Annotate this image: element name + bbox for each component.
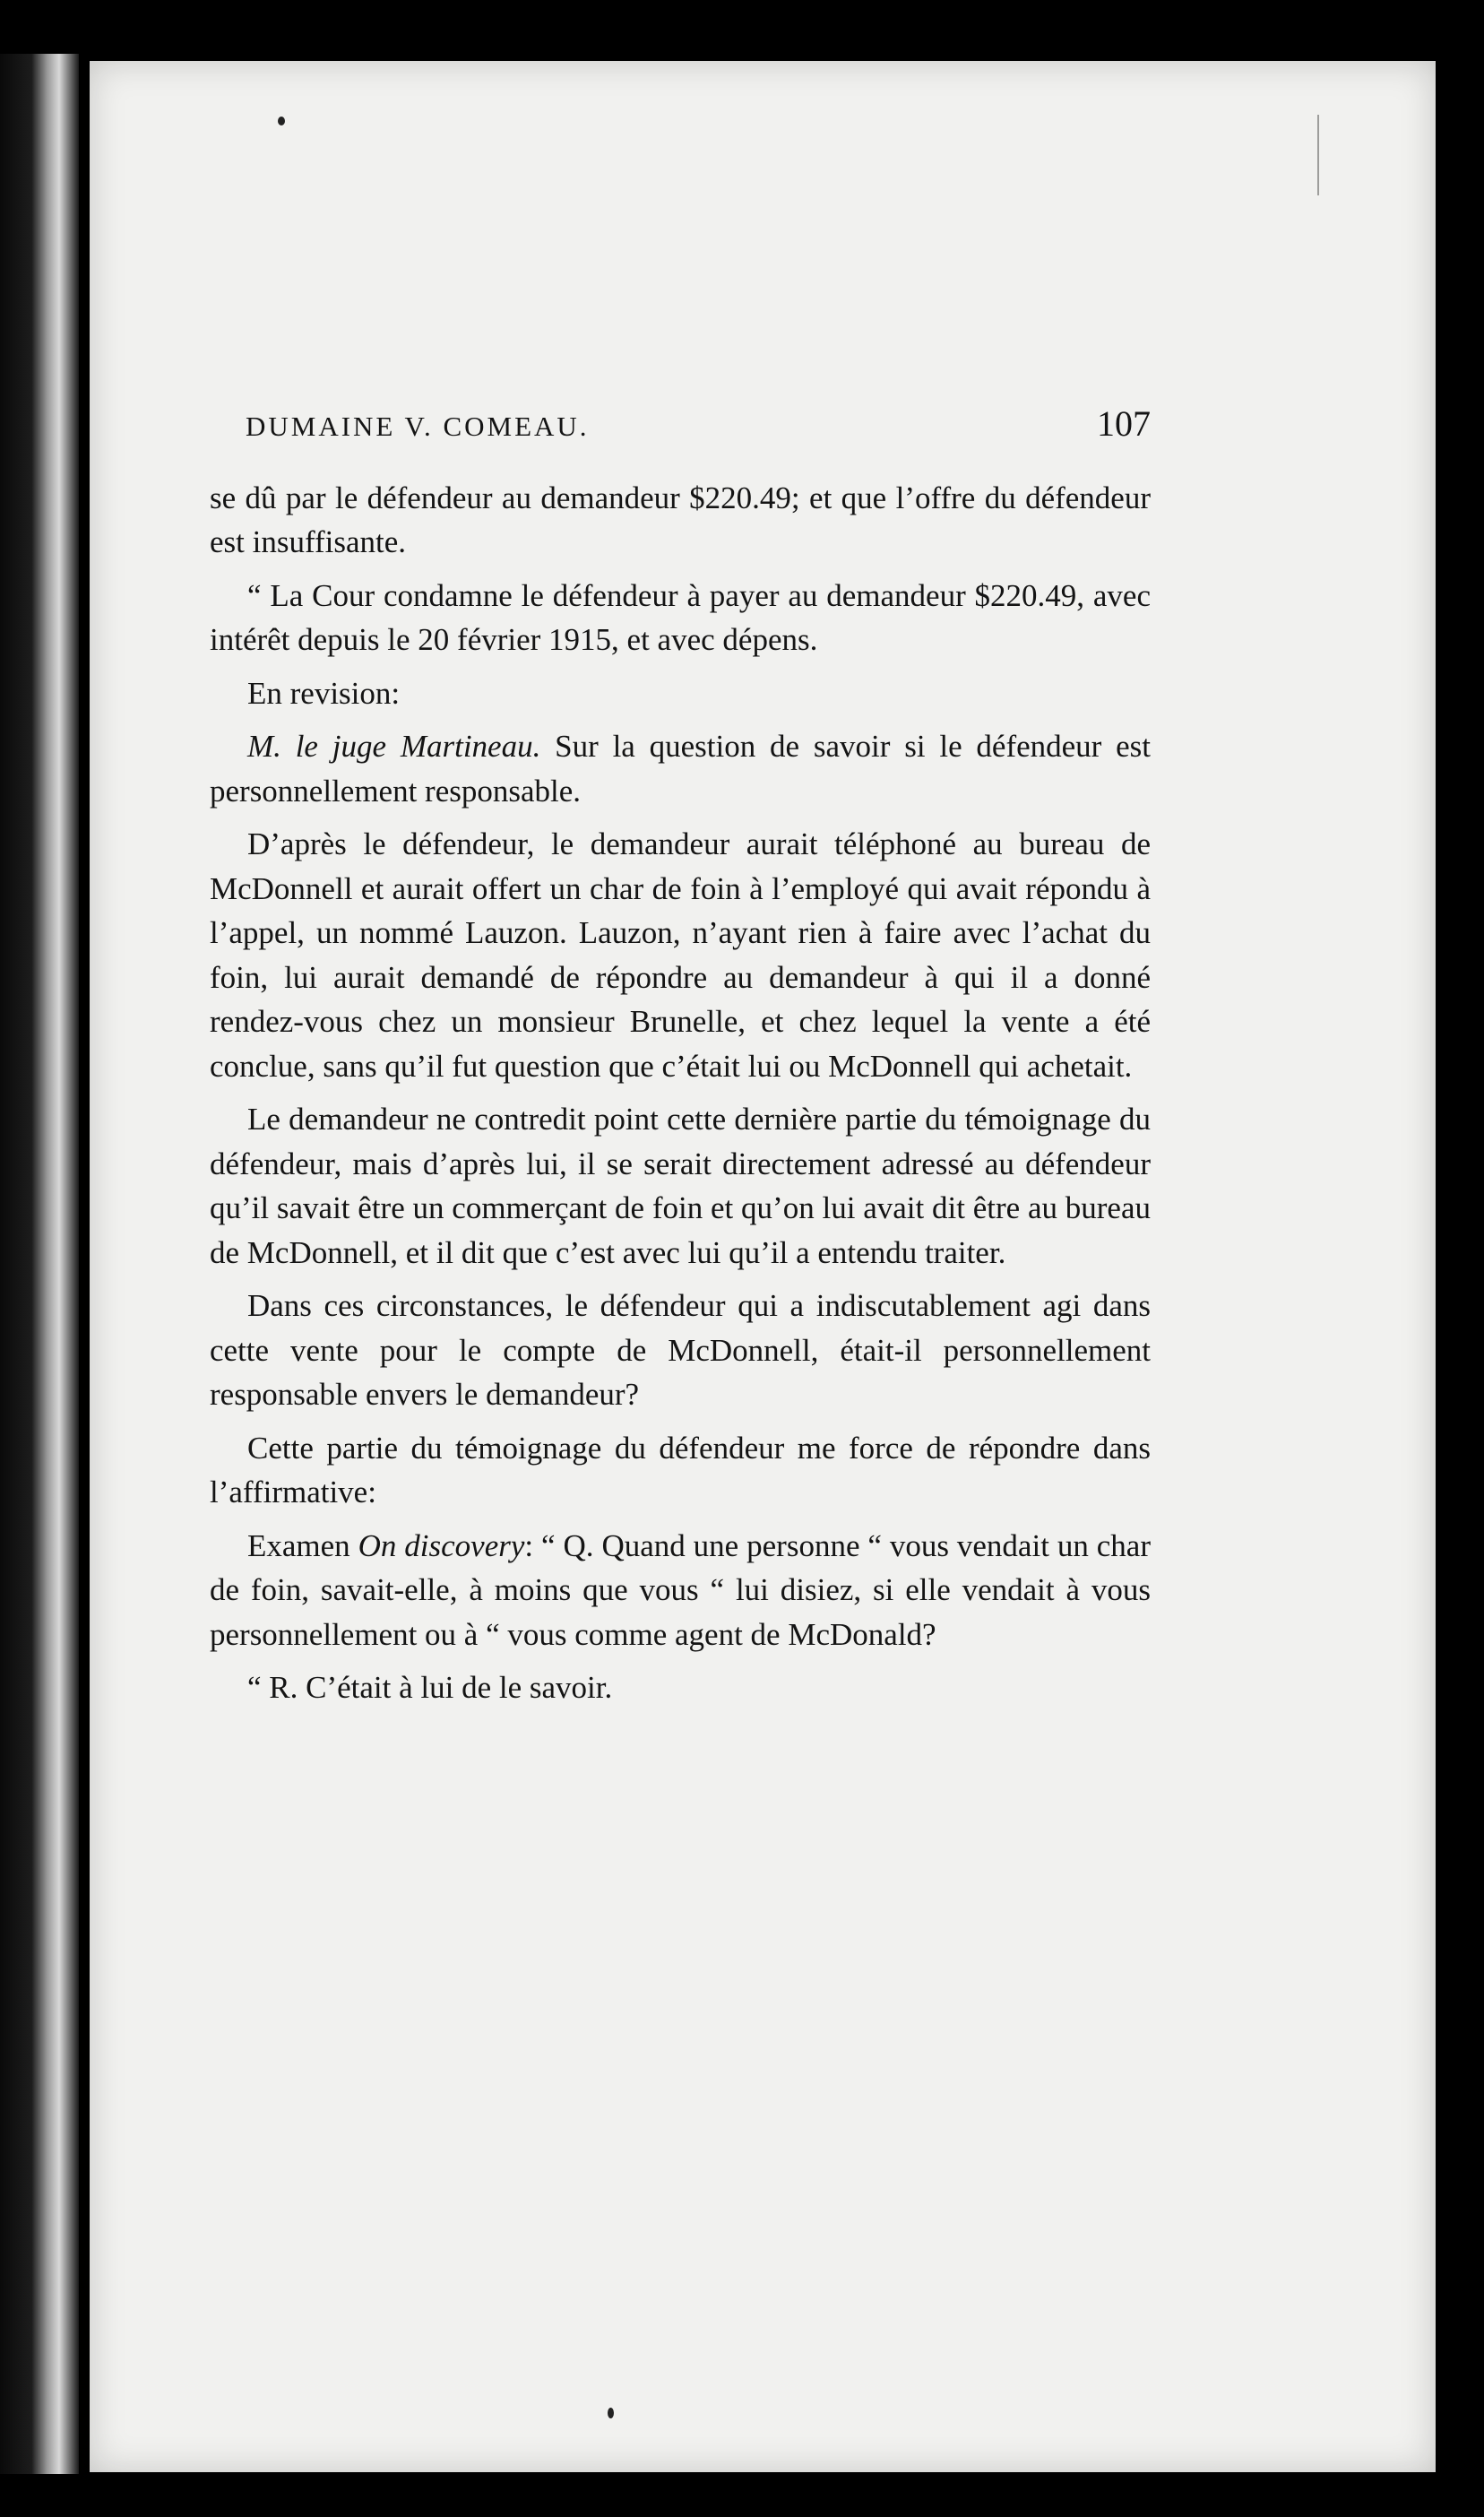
book-page: [90, 61, 1436, 2472]
paragraph: “ La Cour condamne le défendeur à payer au demandeur $220.49, avec intérêt depuis le 20 février 1915, et avec dépens.: [210, 577, 1151, 657]
paragraph: [210, 1524, 1151, 1657]
paragraph: [210, 724, 1151, 813]
running-title: DUMAINE V. COMEAU.: [246, 411, 590, 442]
page-speck: [608, 2408, 614, 2418]
paragraph: Cette partie du témoignage du défendeur me force de répondre dans l’affirmative:: [210, 1430, 1151, 1509]
italic-term: On discovery: [358, 1527, 525, 1563]
running-head: [246, 402, 1151, 449]
page-content: [210, 402, 1151, 1719]
judge-name: M. le juge Martineau.: [247, 729, 541, 764]
paragraph: “ R. C’était à lui de le savoir.: [247, 1670, 613, 1705]
paragraph: se dû par le défendeur au demandeur $220.49; et que l’offre du défendeur est insuffisante.: [210, 480, 1151, 559]
paragraph: D’après le défendeur, le demandeur aurait téléphoné au bureau de McDonnell et aurait offert un char de foin à l’employé qui avait répondu à l’appel, un nommé Lauzon. Lauzon, n’ayant rien à faire avec l’achat du foin, lui aurait demandé de répondre au demandeur à qui il a donné rendez-vous chez un monsieur Brunelle, et chez lequel la vente a été conclue, sans qu’il fut question que c’était lui ou McDonnell qui achetait.: [210, 826, 1151, 1084]
page-speck: [278, 117, 285, 125]
paragraph: Dans ces circonstances, le défendeur qui a indiscutablement agi dans cette vente pour le compte de McDonnell, était-il personnellement responsable envers le demandeur?: [210, 1288, 1151, 1412]
paragraph: En revision:: [247, 675, 401, 711]
binding-edge: [0, 54, 79, 2474]
paragraph-text: Examen: [247, 1527, 358, 1563]
page-number: 107: [1097, 403, 1151, 444]
paragraph-text: : “ Q. Quand une personne “ vous vendait un char de foin, savait-elle, à moins que vous “ lui disiez, si elle vendait à vous personnellement ou à “ vous comme agent de McDonald?: [210, 1527, 1151, 1652]
paragraph: Le demandeur ne contredit point cette dernière partie du témoignage du défendeur, mais d’après lui, il se serait directement adressé au défendeur qu’il savait être un commerçant de foin et qu’on lui avait dit être au bureau de McDonnell, et il dit que c’est avec lui qu’il a entendu traiter.: [210, 1102, 1151, 1270]
page-mark: [1317, 115, 1319, 195]
paragraph-text: Sur la question de savoir si le défendeur est personnellement responsable.: [210, 729, 1152, 809]
